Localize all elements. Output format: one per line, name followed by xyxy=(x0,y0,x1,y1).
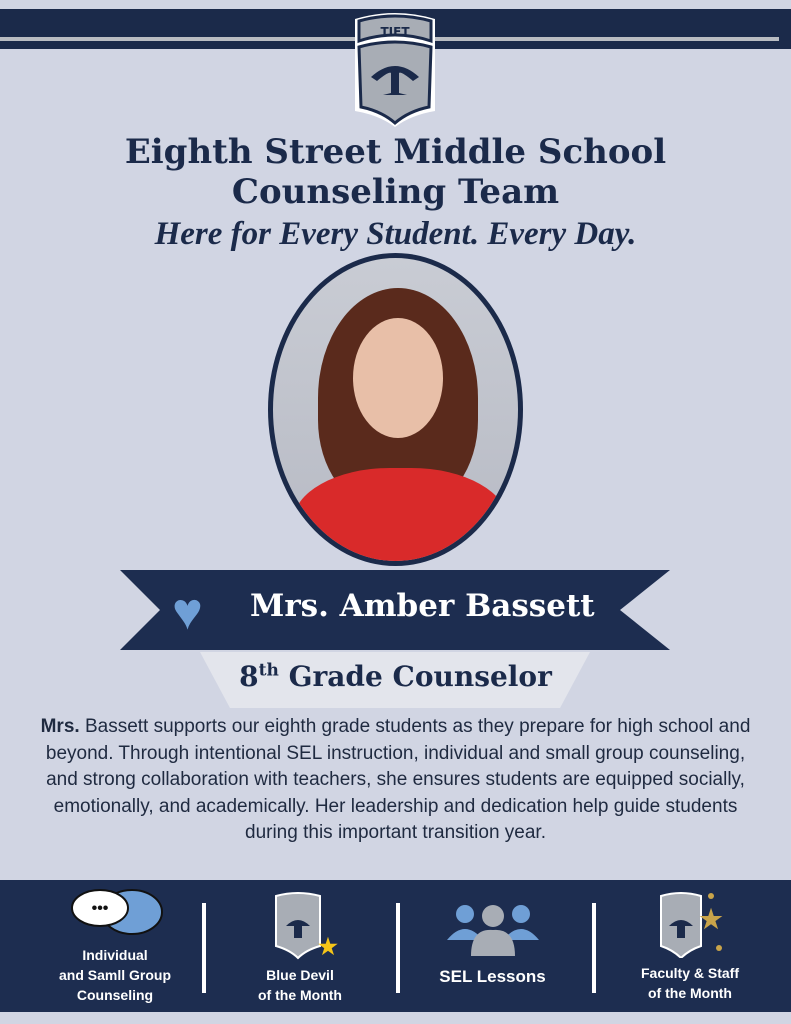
heart-icon: ♥ xyxy=(172,583,203,641)
services-band xyxy=(0,880,791,1012)
school-title: Eighth Street Middle School xyxy=(124,132,667,172)
service-blue-devil: ★ Blue Devil of the Month xyxy=(230,880,370,1012)
divider xyxy=(202,903,206,993)
svg-text:•••: ••• xyxy=(91,900,109,917)
counselor-name: Mrs. Amber Bassett xyxy=(250,588,595,624)
divider xyxy=(592,903,596,993)
svg-text:★: ★ xyxy=(318,934,338,959)
service-counseling: ••• Individual and Samll Group Counseling xyxy=(50,880,180,1012)
tift-shield-logo xyxy=(351,11,439,127)
tift-shield-gold-star-icon xyxy=(645,890,735,958)
service-sel-lessons: SEL Lessons xyxy=(420,880,565,1012)
counselor-role: 8th Grade Counselor xyxy=(239,660,552,693)
logo-text: TIFT xyxy=(380,25,410,39)
speech-bubbles-icon xyxy=(60,888,170,940)
tagline: Here for Every Student. Every Day. xyxy=(154,216,637,252)
group-icon xyxy=(443,900,543,960)
tift-shield-star-icon xyxy=(260,892,340,960)
divider xyxy=(396,903,400,993)
svg-text:★: ★ xyxy=(699,904,723,934)
counselor-portrait xyxy=(268,253,523,566)
team-title: Counseling Team xyxy=(231,172,560,212)
service-faculty-staff: ★ Faculty & Staff of the Month xyxy=(620,880,760,1012)
bio-paragraph: Mrs. Bassett supports our eighth grade students as they prepare for high school and beyond. Through intentional SEL instruction, individual and small group counseling, and strong collaboration with teachers, she ensures students are equipped socially, emotionally, and academically. Her leadership and dedication help guide students during this important transition year. xyxy=(40,716,751,843)
